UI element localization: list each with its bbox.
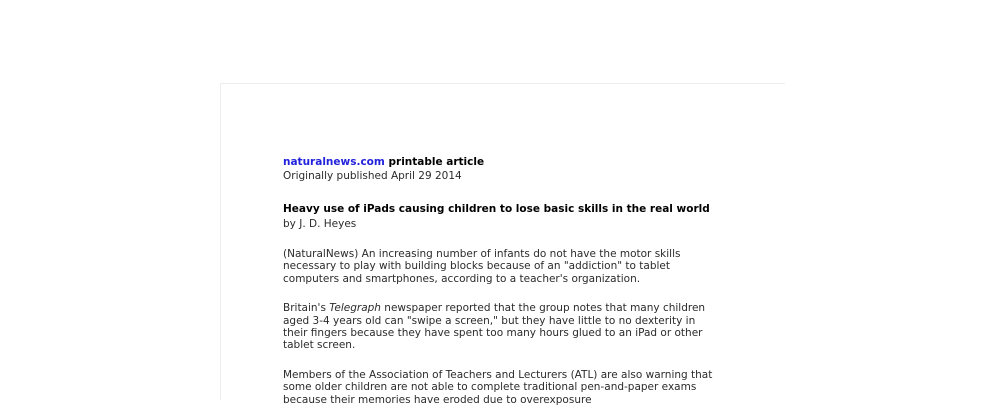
published-date: Originally published April 29 2014 <box>283 170 462 182</box>
printable-article-label: printable article <box>384 156 485 168</box>
paragraph-2-rest: newspaper reported that the group notes that many children aged 3-4 years old can "swipe a screen," but they have little to no dexterity in their fingers because they have spent too many hours glued to an iPad or other tablet screen. <box>283 302 706 352</box>
article-content <box>283 156 713 417</box>
telegraph-publication-name: Telegraph <box>329 302 381 315</box>
source-line <box>283 156 713 169</box>
printable-article-panel <box>220 83 785 406</box>
article-paragraph-3: Members of the Association of Teachers and Lecturers (ATL) are also warning that some older children are not able to complete traditional pen-and-paper exams because their memories have eroded due to overexposure <box>283 368 713 406</box>
article-paragraph-1: (NaturalNews) An increasing number of infants do not have the motor skills necessary to play with building blocks because of an "addiction" to tablet computers and smartphones, according to a teacher's organization. <box>283 248 681 285</box>
article-headline: Heavy use of iPads causing children to lose basic skills in the real world <box>283 203 710 215</box>
article-byline: by J. D. Heyes <box>283 218 357 230</box>
article-paragraph-2 <box>283 302 713 352</box>
naturalnews-source-link[interactable]: naturalnews.com <box>283 156 385 168</box>
paragraph-2-lead: Britain's <box>283 302 330 315</box>
